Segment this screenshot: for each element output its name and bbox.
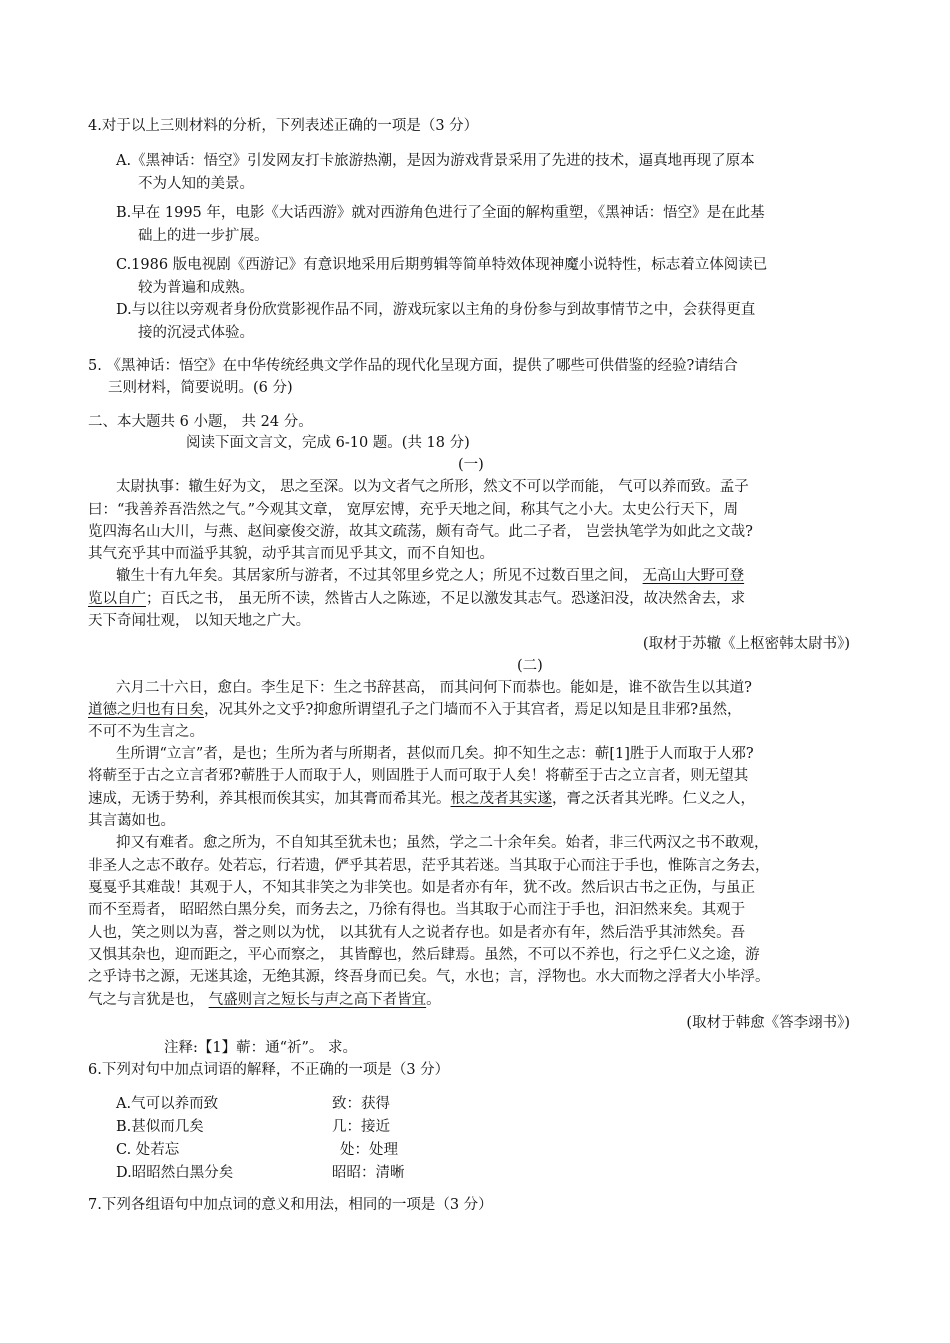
text-2-label: (二) [517, 658, 543, 674]
text-1-paragraph-1-line: 其气充乎其中而溢乎其貌，动乎其言而见乎其文，而不自知也。 [88, 546, 494, 562]
text-run: 气之与言犹是也， [88, 992, 209, 1008]
text-1-paragraph-1-line: 太尉执事：辙生好为文， 思之至深。以为文者气之所形，然文不可以学而能， 气可以养而致。孟子 [116, 479, 749, 495]
question-4-stem: 4.对于以上三则材料的分析，下列表述正确的一项是（3 分） [88, 118, 479, 134]
text-2-paragraph-3-line: 抑又有难者。愈之所为，不自知其至犹未也；虽然，学之二十余年矣。始者，非三代两汉之书不敢观， [116, 835, 769, 851]
underlined-sentence: 道德之归也有日矣 [88, 702, 204, 718]
text-1-paragraph-1-line: 曰：“我善养吾浩然之气。”今观其文章， 宽厚宏博，充乎天地之间，称其气之小大。太史公行天下，周 [88, 502, 739, 518]
question-6-option-d-gloss: 昭昭：清晰 [332, 1165, 405, 1181]
section-2-heading: 二、本大题共 6 小题， 共 24 分。 [88, 414, 313, 430]
text-2-paragraph-3-line: 戛戛乎其难哉！其观于人，不知其非笑之为非笑也。如是者亦有年，犹不改。然后识古书之正伪，与虽正 [88, 880, 755, 896]
text-run: 辙生十有九年矣。其居家所与游者，不过其邻里乡党之人；所见不过数百里之间， [116, 568, 643, 584]
question-6-option-a-gloss: 致：获得 [332, 1096, 390, 1112]
text-1-paragraph-2-line [116, 566, 744, 586]
text-2-paragraph-1-line: 六月二十六日，愈白。李生足下：生之书辞甚高， 而其问何下而恭也。能如是，谁不欲告生以其道? [116, 680, 752, 696]
text-2-paragraph-3-line [88, 990, 441, 1010]
text-2-paragraph-1-line [88, 700, 742, 720]
question-4-option-d: D.与以往以旁观者身份欣赏影视作品不同，游戏玩家以主角的身份参与到故事情节之中，会获得更直 [116, 302, 756, 318]
question-6-option-c: C. 处若忘 [116, 1142, 180, 1158]
text-1-source: (取材于苏辙《上枢密韩太尉书》) [642, 636, 850, 652]
text-1-paragraph-1-line: 览四海名山大川，与燕、赵间豪俊交游，故其文疏荡，颇有奇气。此二子者， 岂尝执笔学为如此之文哉? [88, 524, 753, 540]
text-2-paragraph-3-line: 之乎诗书之源，无迷其途，无绝其源，终吾身而已矣。气，水也；言，浮物也。水大而物之浮者大小毕浮。 [88, 969, 770, 985]
question-4-option-a: A.《黑神话：悟空》引发网友打卡旅游热潮，是因为游戏背景采用了先进的技术，逼真地再现了原本 [116, 153, 755, 169]
question-4-option-c-cont: 较为普遍和成熟。 [138, 280, 254, 296]
question-6-option-d: D.昭昭然白黑分矣 [116, 1165, 234, 1181]
question-7-stem: 7.下列各组语句中加点词的意义和用法，相同的一项是（3 分） [88, 1197, 493, 1213]
text-run: 速成，无诱于势利，养其根而俟其实，加其膏而希其光。 [88, 791, 451, 807]
question-4-option-b-cont: 础上的进一步扩展。 [138, 228, 269, 244]
question-5-stem-cont: 三则材料，简要说明。(6 分) [108, 380, 293, 396]
text-run: 。 [426, 992, 441, 1008]
question-4-option-a-cont: 不为人知的美景。 [138, 176, 254, 192]
question-6-option-b: B.甚似而几矣 [116, 1119, 204, 1135]
text-2-paragraph-2-line: 将蕲至于古之立言者邪?蕲胜于人而取于人，则固胜于人而可取于人矣！将蕲至于古之立言者，则无望其 [88, 768, 749, 784]
text-2-paragraph-3-line: 而不至焉者， 昭昭然白黑分矣，而务去之，乃徐有得也。当其取于心而注于手也，汩汩然来矣。其观于 [88, 902, 746, 918]
question-5-stem: 5. 《黑神话：悟空》在中华传统经典文学作品的现代化呈现方面，提供了哪些可供借鉴的经验?请结合 [88, 358, 738, 374]
text-2-paragraph-2-line: 其言蔼如也。 [88, 813, 175, 829]
text-2-paragraph-2-line: 生所谓“立言”者，是也；生所为者与所期者，甚似而几矣。抑不知生之志：蕲[1]胜于人而取于人邪? [116, 746, 754, 762]
text-run: ；百氏之书， 虽无所不读，然皆古人之陈迹，不足以激发其志气。恐遂汩没，故决然舍去，求 [146, 591, 746, 607]
underlined-sentence: 览以自广 [88, 591, 146, 607]
question-4-option-c: C.1986 版电视剧《西游记》有意识地采用后期剪辑等简单特效体现神魔小说特性，标志着立体阅读已 [116, 257, 768, 273]
question-6-option-a: A.气可以养而致 [116, 1096, 219, 1112]
question-6-option-c-gloss: 处：处理 [340, 1142, 398, 1158]
question-4-option-d-cont: 接的沉浸式体验。 [138, 325, 254, 341]
section-2-instruction: 阅读下面文言文，完成 6-10 题。(共 18 分) [186, 435, 470, 451]
text-1-label: (一) [458, 457, 484, 473]
text-2-paragraph-1-line: 不可不为生言之。 [88, 724, 204, 740]
text-2-paragraph-3-line: 人也，笑之则以为喜，誉之则以为忧， 以其犹有人之说者存也。如是者亦有年，然后浩乎其沛然矣。吾 [88, 925, 746, 941]
underlined-sentence: 无高山大野可登 [642, 568, 745, 584]
question-6-option-b-gloss: 几：接近 [332, 1119, 390, 1135]
text-2-paragraph-3-line: 又惧其杂也，迎而距之，平心而察之， 其皆醇也，然后肆焉。虽然，不可以不养也，行之乎仁义之途，游 [88, 947, 760, 963]
annotation-note: 注释:【1】蕲：通“祈”。 求。 [164, 1040, 358, 1056]
text-2-paragraph-3-line: 非圣人之志不敢存。处若忘，行若遗，俨乎其若思，茫乎其若迷。当其取于心而注于手也，惟陈言之务去， [88, 858, 770, 874]
text-1-paragraph-2-line [88, 589, 745, 609]
underlined-sentence: 根之茂者其实遂 [450, 791, 552, 807]
text-2-paragraph-2-line [88, 789, 755, 809]
text-run: ，况其外之文乎?抑愈所谓望孔子之门墙而不入于其宫者，焉足以知是且非邪?虽然， [204, 702, 742, 718]
text-2-source: (取材于韩愈《答李翊书》) [686, 1015, 850, 1031]
text-1-paragraph-2-line: 天下奇闻壮观， 以知天地之广大。 [88, 613, 311, 629]
question-4-option-b: B.早在 1995 年，电影《大话西游》就对西游角色进行了全面的解构重塑，《黑神话：悟空》是在此基 [116, 205, 765, 221]
text-run: ，膏之沃者其光晔。仁义之人， [552, 791, 755, 807]
underlined-sentence: 气盛则言之短长与声之高下者皆宜 [208, 992, 427, 1008]
question-6-stem: 6.下列对句中加点词语的解释，不正确的一项是（3 分） [88, 1062, 450, 1078]
